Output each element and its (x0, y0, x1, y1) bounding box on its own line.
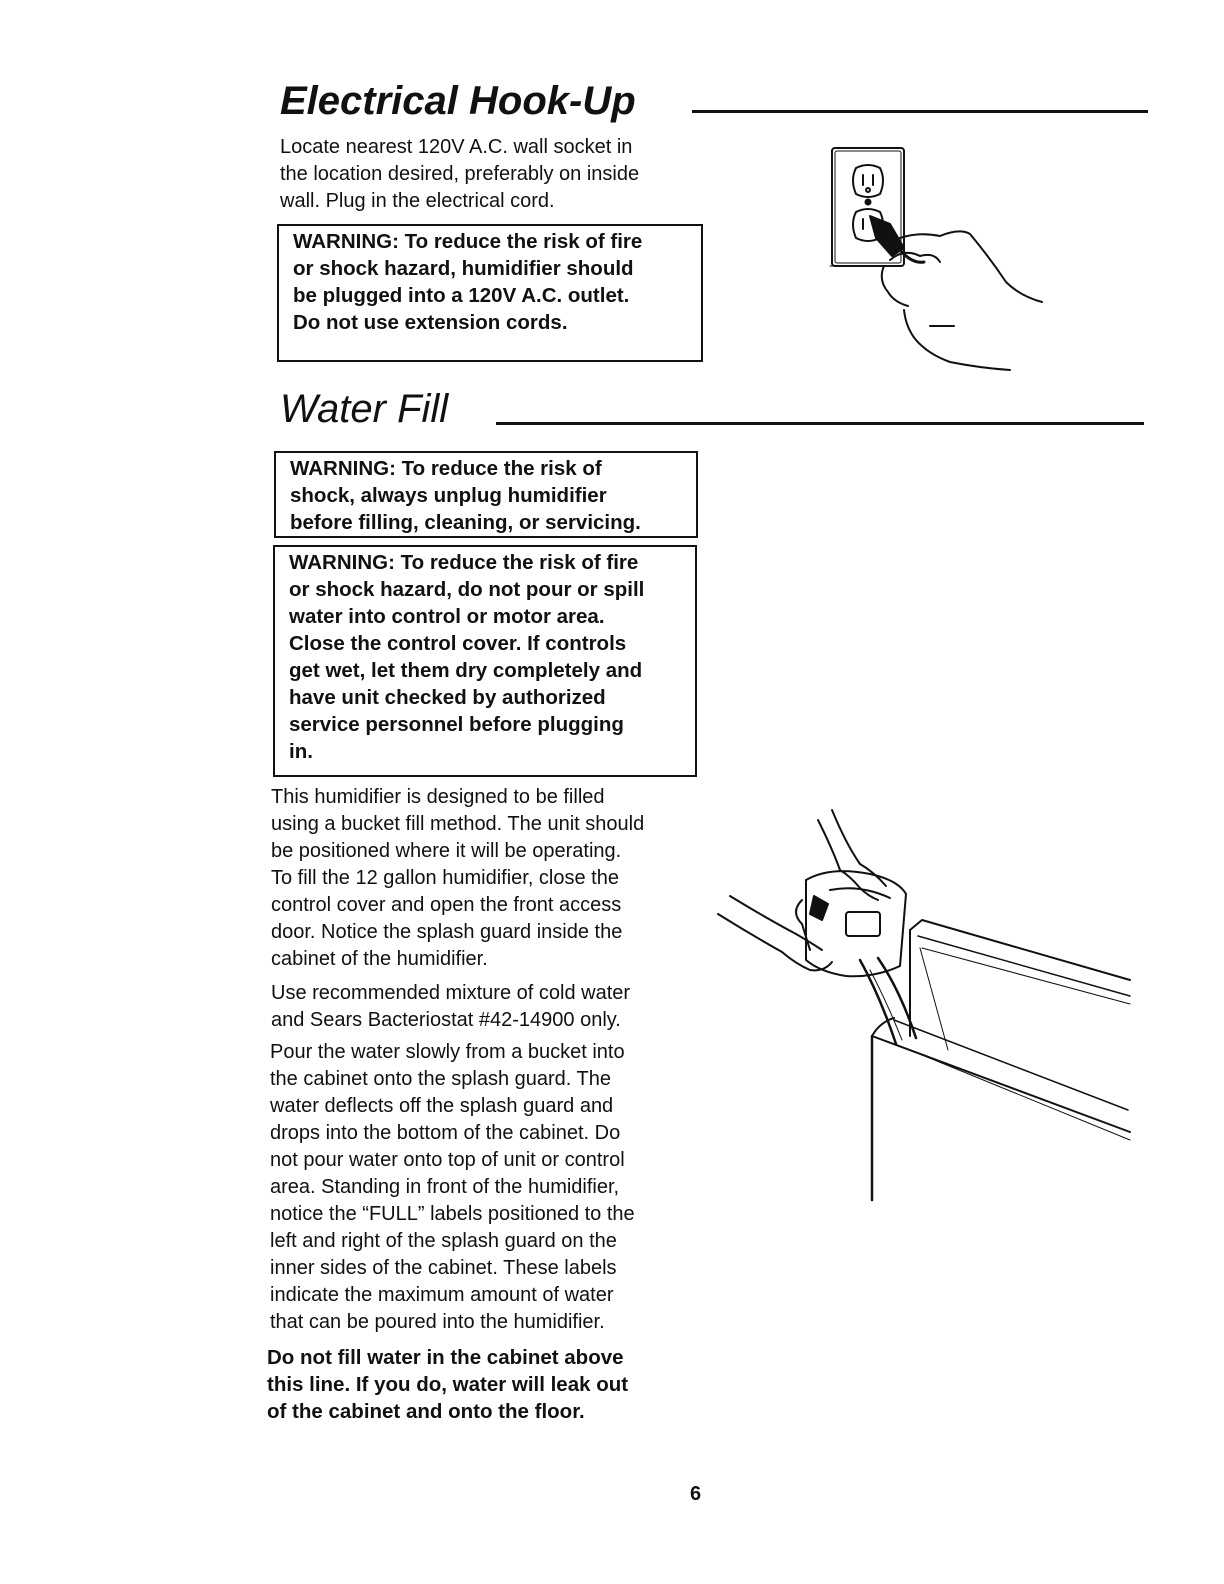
splash-guard-line (918, 936, 1130, 996)
text-line: the location desired, preferably on inside (280, 163, 640, 185)
text-line: door. Notice the splash guard inside the (271, 921, 623, 943)
text-line: wall. Plug in the electrical cord. (280, 190, 555, 212)
outlet-plug-illustration (820, 140, 1060, 380)
cabinet-panel-line (910, 1050, 1130, 1140)
cover-screw (866, 200, 871, 205)
warning-line: have unit checked by authorized (289, 686, 606, 709)
warning-line: WARNING: To reduce the risk of (290, 457, 602, 480)
warning-line: in. (289, 740, 313, 763)
text-line: the cabinet onto the splash guard. The (270, 1068, 611, 1090)
water-fill-warning-spill-box (273, 545, 697, 777)
warning-line: water into control or motor area. (289, 605, 605, 628)
warning-line: get wet, let them dry completely and (289, 659, 643, 682)
splash-guard-top (910, 920, 1130, 980)
warning-line: before filling, cleaning, or servicing. (290, 511, 641, 534)
electrical-warning-box (277, 224, 703, 362)
wrist-outline (904, 310, 1010, 370)
ground-hole (866, 188, 870, 192)
bucket-handle (830, 888, 890, 898)
water-fill-paragraph-pouring (270, 1039, 635, 1336)
bucket-shade (810, 896, 828, 920)
water-fill-paragraph-method (271, 784, 644, 973)
text-line: This humidifier is designed to be filled (271, 786, 605, 808)
water-fill-warning-unplug-box (274, 451, 698, 538)
text-line: left and right of the splash guard on the (270, 1230, 617, 1252)
warning-line: service personnel before plugging (289, 713, 624, 736)
text-line: using a bucket fill method. The unit should (271, 813, 645, 835)
text-line: be positioned where it will be operating. (271, 840, 622, 862)
warning-line: be plugged into a 120V A.C. outlet. (293, 284, 630, 307)
bucket-rim (796, 900, 810, 950)
text-line: this line. If you do, water will leak out (267, 1373, 629, 1396)
bucket-label (846, 912, 880, 936)
text-line: Locate nearest 120V A.C. wall socket in (280, 136, 633, 158)
text-line: inner sides of the cabinet. These labels (270, 1257, 617, 1279)
splash-guard-line (922, 948, 1130, 1004)
text-line: Do not fill water in the cabinet above (267, 1346, 624, 1369)
electrical-title-rule (692, 110, 1148, 113)
warning-line: or shock hazard, do not pour or spill (289, 578, 645, 601)
cabinet-inner-edge (894, 1020, 1128, 1110)
text-line: To fill the 12 gallon humidifier, close the (271, 867, 619, 889)
upper-arm-outline (832, 810, 860, 864)
electrical-hookup-title: Electrical Hook-Up (280, 79, 636, 123)
warning-line: Do not use extension cords. (293, 311, 568, 334)
text-line: area. Standing in front of the humidifier, (270, 1176, 620, 1198)
bucket-body (806, 871, 906, 976)
warning-line: WARNING: To reduce the risk of fire (293, 230, 643, 253)
warning-line: or shock hazard, humidifier should (293, 257, 634, 280)
text-line: drops into the bottom of the cabinet. Do (270, 1122, 621, 1144)
text-line: cabinet of the humidifier. (271, 948, 488, 970)
electrical-intro-text (280, 134, 639, 215)
text-line: that can be poured into the humidifier. (270, 1311, 605, 1333)
lower-arm-outline (718, 914, 782, 952)
page-number: 6 (690, 1483, 702, 1505)
text-line: Pour the water slowly from a bucket into (270, 1041, 625, 1063)
text-line: of the cabinet and onto the floor. (267, 1400, 585, 1423)
water-fill-title: Water Fill (280, 387, 449, 431)
hand-upper-outline (886, 231, 1042, 302)
warning-line: WARNING: To reduce the risk of fire (289, 551, 639, 574)
bucket-fill-illustration (710, 800, 1140, 1210)
warning-line: Close the control cover. If controls (289, 632, 627, 655)
text-line: water deflects off the splash guard and (270, 1095, 614, 1117)
text-line: and Sears Bacteriostat #42-14900 only. (271, 1009, 621, 1031)
water-fill-line-note (267, 1344, 628, 1425)
text-line: not pour water onto top of unit or control (270, 1149, 625, 1171)
water-stream-line (870, 970, 902, 1040)
text-line: control cover and open the front access (271, 894, 622, 916)
hand-thumb-line (882, 266, 908, 306)
water-fill-title-rule (496, 422, 1144, 425)
water-fill-paragraph-mixture (271, 980, 630, 1034)
text-line: Use recommended mixture of cold water (271, 982, 631, 1004)
upper-arm-outline (818, 820, 840, 870)
warning-line: shock, always unplug humidifier (290, 484, 607, 507)
text-line: notice the “FULL” labels positioned to the (270, 1203, 635, 1225)
text-line: indicate the maximum amount of water (270, 1284, 614, 1306)
